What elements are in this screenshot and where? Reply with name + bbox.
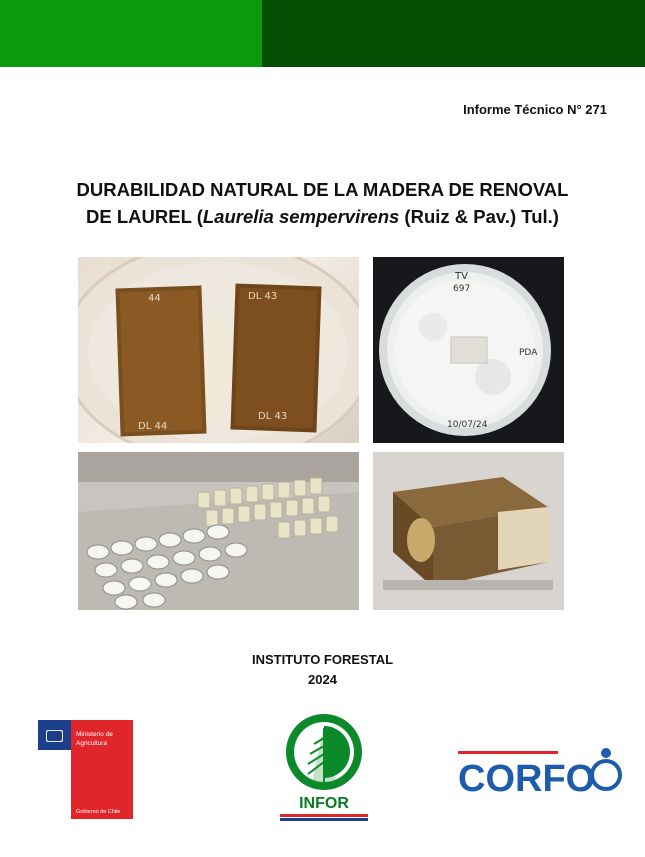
label-697: 697: [453, 284, 471, 294]
label-tv: TV: [455, 271, 468, 282]
label-dl43-bottom: DL 43: [258, 411, 288, 422]
publisher-block: [0, 650, 645, 690]
report-number: Informe Técnico N° 271: [463, 102, 607, 117]
header-bar-light: [0, 0, 262, 67]
minagri-gov: Gobierno de Chile: [76, 809, 121, 815]
document-title: [0, 176, 645, 230]
infor-name: INFOR: [299, 795, 349, 812]
photo-fungal-culture: [373, 257, 564, 443]
institution-name: INSTITUTO FORESTAL: [251, 652, 394, 667]
infor-logo: [272, 712, 376, 822]
publication-year: 2024: [308, 672, 337, 687]
title-line-1: DURABILIDAD NATURAL DE LA MADERA DE RENOVAL: [76, 179, 569, 200]
label-date: 10/07/24: [447, 420, 488, 430]
photo-wood-samples-petri: [78, 257, 359, 443]
label-dl43-top: DL 43: [248, 291, 278, 302]
header-bar-dark: [262, 0, 645, 67]
species-name: Laurelia sempervirens: [202, 206, 400, 227]
title-line-2: DE LAUREL (Laurelia sempervirens (Ruiz & Pav.) Tul.): [86, 206, 559, 227]
label-dl44-bottom: DL 44: [138, 421, 168, 432]
photo-decayed-wood-block: [373, 452, 564, 610]
photo-lab-bench-jars: [78, 452, 359, 610]
minagri-line2: Agricultura: [76, 740, 108, 747]
corfo-logo: [456, 745, 626, 801]
ministerio-agricultura-logo: [38, 720, 133, 819]
minagri-line1: Ministerio de: [76, 731, 113, 738]
corfo-name: CORFO: [458, 758, 596, 800]
label-pda: PDA: [519, 348, 538, 358]
label-44-top: 44: [148, 293, 161, 304]
